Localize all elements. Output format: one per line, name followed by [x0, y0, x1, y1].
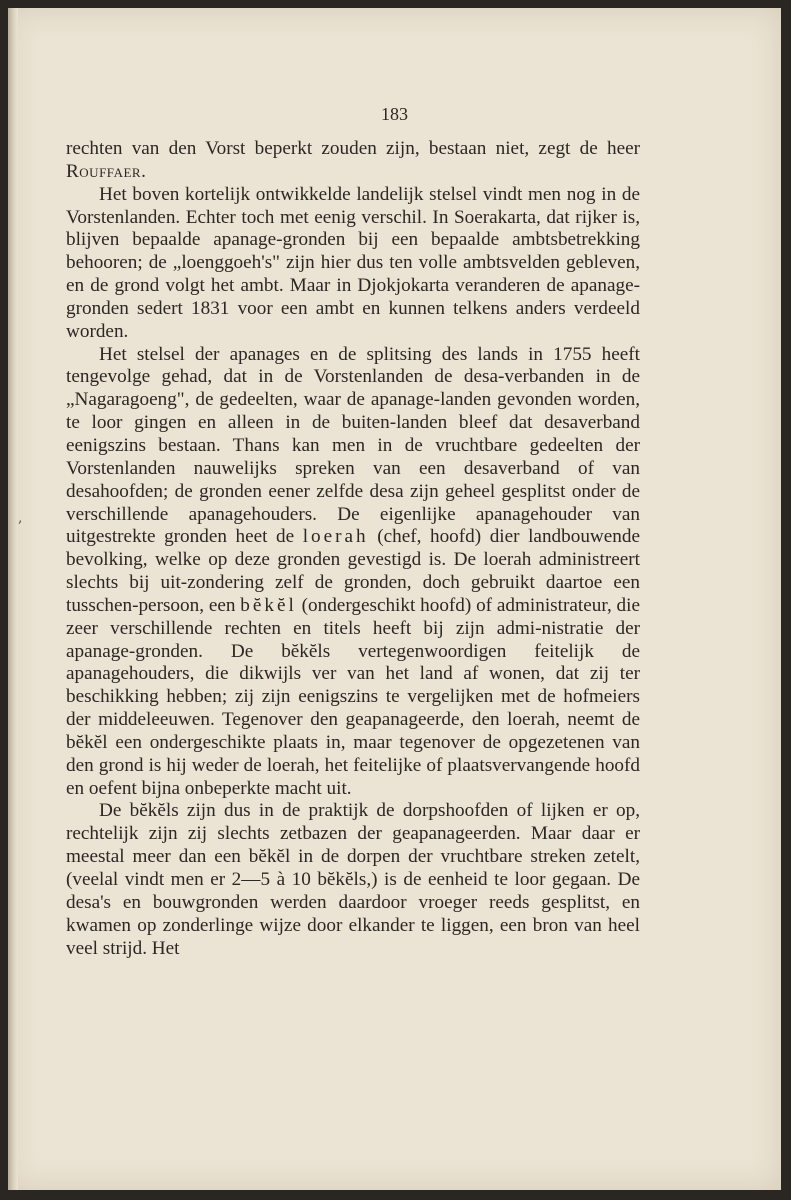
paragraph-text: (chef, hoofd) dier landbouwende bevolking, welke op deze gronden gevestigd is. De loerah administreert slechts bij uit-zondering zelf de gronden, doch gebruikt daartoe een tusschen-persoon, een — [66, 526, 640, 616]
paragraph-text: Het boven kortelijk ontwikkelde landelijk stelsel vindt men nog in de Vorstenlanden. Echter toch met eenig verschil. In Soerakarta, dat rijker is, blijven bepaalde apanage-gronden bij een bepaalde ambtsbetrekking behooren; de „loenggoeh's" zijn hier dus ten volle ambtsvelden gebleven, en de grond volgt het ambt. Maar in Djokjokarta veranderen de apanage-gronden sedert 1831 voor een ambt en kunnen telkens anders verdeeld worden. — [66, 183, 640, 342]
paragraph — [66, 344, 640, 801]
margin-mark: , — [18, 510, 23, 526]
book-page — [8, 8, 781, 1190]
paragraph-text: . — [141, 160, 146, 182]
paragraph — [66, 800, 640, 960]
paragraph-text: rechten van den Vorst beperkt zouden zijn, bestaan niet, zegt de heer — [66, 138, 640, 159]
paragraph-text: Het stelsel der apanages en de splitsing des lands in 1755 heeft tengevolge gehad, dat in de Vorstenlanden de desa-verbanden in de „Nagaragoeng", de gedeelten, waar de apanage-landen gevonden worden, te loor gingen en alleen in de buiten-landen bleef dat desaverband eenigszins bestaan. Thans kan men in de vruchtbare gedeelten der Vorstenlanden nauwelijks spreken van een desaverband of van desahoofden; de gronden eener zelfde desa zijn geheel gesplitst onder de verschillende apanagehouders. De eigenlijke apanagehouder van uitgestrekte gronden heet de — [66, 343, 640, 548]
emphasized-term: bĕkĕl — [240, 594, 297, 616]
paragraph-text: (ondergeschikt hoofd) of administrateur, die zeer verschillende rechten en titels heeft bij zijn admi-nistratie der apanage-gronden. De bĕkĕls vertegenwoordigen feitelijk de apanagehouders, die dikwijls ver van het land af wonen, dat zij ter beschikking hebben; zij zijn eenigszins te vergelijken met de hofmeiers der middeleeuwen. Tegenover den geapanageerde, den loerah, neemt de bĕkĕl een ondergeschikte plaats in, maar tegenover de opgezetenen van den grond is hij weder de loerah, het feitelijke of plaatsvervangende hoofd en oefent bijna onbeperkte macht uit. — [66, 594, 640, 799]
paragraph-text: De bĕkĕls zijn dus in de praktijk de dorpshoofden of lijken er op, rechtelijk zijn zij slechts zetbazen der geapanageerden. Maar daar er meestal meer dan een bĕkĕl in de dorpen der vruchtbare streken zetelt, (veelal vindt men er 2—5 à 10 bĕkĕls,) is de eenheid te loor gegaan. De desa's en bouwgronden werden daardoor vroeger reeds gesplitst, en kwamen op zonderlinge wijze door elkander te liggen, een bron van heel veel strijd. Het — [66, 800, 640, 959]
body-text — [66, 138, 640, 960]
page-binding-edge — [8, 8, 18, 1190]
page-number: 183 — [381, 104, 408, 124]
emphasized-term: Rouffaer — [66, 160, 142, 182]
emphasized-term: loerah — [302, 526, 369, 548]
paragraph — [66, 184, 640, 344]
paragraph — [66, 138, 640, 184]
